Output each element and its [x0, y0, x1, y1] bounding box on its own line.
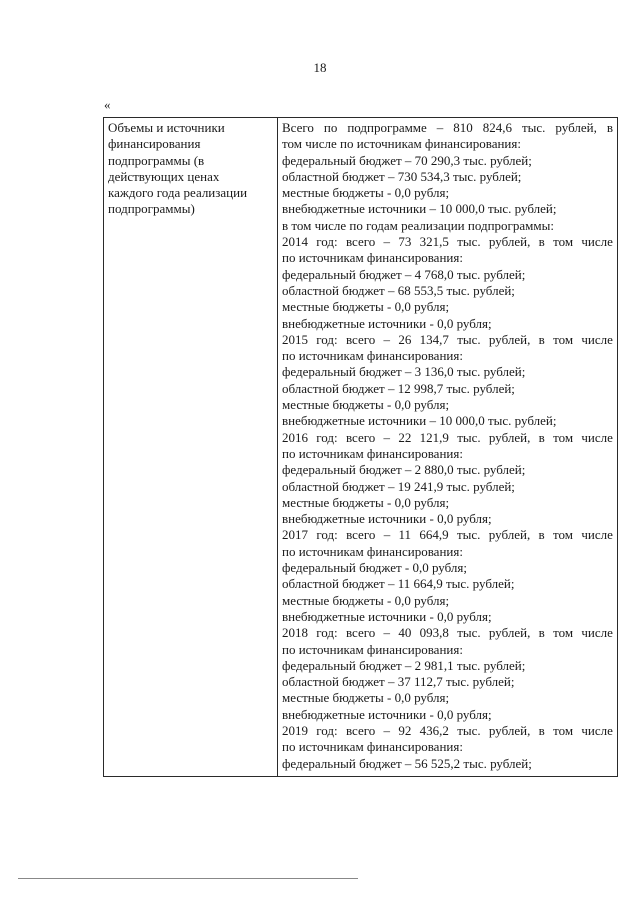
footer-divider: [18, 878, 358, 879]
funding-label: [108, 120, 273, 218]
funding-line: федеральный бюджет – 56 525,2 тыс. рублей;: [282, 755, 532, 771]
funding-line: областной бюджет – 11 664,9 тыс. рублей;: [282, 576, 515, 592]
funding-line: [282, 120, 613, 136]
funding-word: рублей,: [488, 331, 531, 347]
funding-word: числе: [581, 429, 613, 445]
funding-word: 22: [398, 429, 412, 445]
funding-word: 093,8: [419, 625, 449, 641]
funding-word: числе: [581, 527, 613, 543]
funding-details: [282, 120, 613, 772]
funding-word: рублей,: [488, 527, 531, 543]
funding-word: Всего: [282, 120, 314, 135]
funding-word: год:: [316, 429, 338, 445]
funding-label-cell: [104, 118, 278, 777]
funding-line: областной бюджет – 68 553,5 тыс. рублей;: [282, 282, 515, 298]
funding-line: по источникам финансирования:: [282, 641, 463, 657]
funding-line: федеральный бюджет – 4 768,0 тыс. рублей;: [282, 266, 526, 282]
funding-word: рублей,: [488, 429, 531, 445]
funding-word: в: [538, 625, 545, 641]
funding-line: местные бюджеты - 0,0 рубля;: [282, 592, 450, 608]
funding-label-line: финансирования: [108, 136, 201, 152]
funding-word: 2015: [282, 331, 308, 347]
funding-word: 92: [398, 722, 412, 738]
funding-word: тыс.: [457, 429, 481, 445]
funding-word: год:: [316, 331, 338, 347]
funding-word: –: [383, 331, 391, 347]
funding-word: в: [538, 234, 545, 250]
funding-word: всего: [345, 722, 376, 738]
funding-word: тыс.: [457, 625, 481, 641]
funding-word: 436,2: [419, 722, 449, 738]
funding-word: том: [553, 722, 574, 738]
funding-line: областной бюджет – 12 998,7 тыс. рублей;: [282, 380, 515, 396]
funding-line: по источникам финансирования:: [282, 739, 463, 755]
funding-word: числе: [581, 234, 613, 250]
funding-word: всего: [345, 429, 376, 445]
funding-line: внебюджетные источники – 10 000,0 тыс. рублей;: [282, 201, 557, 217]
funding-line: [282, 527, 613, 543]
funding-word: том: [553, 429, 574, 445]
funding-word: тыс.: [457, 234, 481, 250]
funding-word: 2018: [282, 625, 308, 641]
funding-line: местные бюджеты - 0,0 рубля;: [282, 494, 450, 510]
funding-word: том: [553, 331, 574, 347]
funding-line: [282, 332, 613, 348]
funding-word: год:: [316, 234, 338, 250]
funding-word: 810: [453, 120, 473, 135]
funding-word: 26: [398, 331, 412, 347]
funding-line: областной бюджет – 37 112,7 тыс. рублей;: [282, 674, 515, 690]
funding-line: [282, 723, 613, 739]
funding-label-line: каждого года реализации: [108, 185, 248, 201]
funding-label-line: Объемы и источники: [108, 120, 225, 135]
funding-word: всего: [345, 625, 376, 641]
funding-word: год:: [316, 527, 338, 543]
funding-line: по источникам финансирования:: [282, 543, 463, 559]
funding-word: 2017: [282, 527, 308, 543]
funding-line: по источникам финансирования:: [282, 250, 463, 266]
funding-label-line: подпрограммы (в: [108, 152, 205, 168]
funding-word: числе: [581, 331, 613, 347]
funding-word: рублей,: [488, 625, 531, 641]
funding-word: том: [553, 625, 574, 641]
funding-line: федеральный бюджет – 3 136,0 тыс. рублей;: [282, 364, 526, 380]
funding-line: в том числе по годам реализации подпрограммы:: [282, 217, 554, 233]
funding-word: в: [538, 331, 545, 347]
funding-word: том: [553, 234, 574, 250]
funding-label-line: подпрограммы): [108, 201, 195, 217]
funding-line: местные бюджеты - 0,0 рубля;: [282, 690, 450, 706]
funding-word: –: [383, 527, 391, 543]
funding-word: рублей,: [488, 722, 531, 738]
funding-word: –: [383, 234, 391, 250]
funding-line: федеральный бюджет – 2 981,1 тыс. рублей;: [282, 657, 526, 673]
funding-word: в: [538, 527, 545, 543]
funding-word: в: [538, 429, 545, 445]
funding-word: 824,6: [482, 120, 513, 135]
funding-word: в: [606, 120, 613, 135]
funding-line: [282, 430, 613, 446]
funding-word: подпрограмме: [347, 120, 427, 135]
funding-line: том числе по источникам финансирования:: [282, 136, 521, 152]
funding-word: 2019: [282, 722, 308, 738]
funding-word: 321,5: [419, 234, 449, 250]
funding-word: том: [553, 527, 574, 543]
funding-line: местные бюджеты - 0,0 рубля;: [282, 185, 450, 201]
funding-word: 40: [398, 625, 412, 641]
funding-word: 121,9: [419, 429, 449, 445]
funding-word: 664,9: [419, 527, 449, 543]
funding-line: по источникам финансирования:: [282, 348, 463, 364]
funding-word: тыс.: [522, 120, 546, 135]
funding-label-line: действующих ценах: [108, 168, 220, 184]
funding-word: числе: [581, 722, 613, 738]
funding-word: по: [323, 120, 338, 135]
funding-line: федеральный бюджет – 70 290,3 тыс. рублей;: [282, 152, 532, 168]
funding-word: всего: [346, 527, 376, 543]
funding-word: –: [383, 625, 391, 641]
funding-word: год:: [316, 722, 338, 738]
funding-line: внебюджетные источники - 0,0 рубля;: [282, 608, 492, 624]
funding-line: областной бюджет – 730 534,3 тыс. рублей;: [282, 168, 522, 184]
funding-details-cell: [278, 118, 618, 777]
funding-line: федеральный бюджет - 0,0 рубля;: [282, 560, 468, 576]
funding-table-row: [104, 118, 618, 777]
funding-word: в: [538, 722, 545, 738]
funding-word: тыс.: [457, 527, 481, 543]
funding-line: федеральный бюджет – 2 880,0 тыс. рублей;: [282, 462, 526, 478]
funding-word: числе: [581, 625, 613, 641]
funding-line: внебюджетные источники - 0,0 рубля;: [282, 706, 492, 722]
funding-word: 11: [398, 527, 412, 543]
funding-line: внебюджетные источники - 0,0 рубля;: [282, 315, 492, 331]
funding-line: областной бюджет – 19 241,9 тыс. рублей;: [282, 478, 515, 494]
funding-word: тыс.: [457, 331, 481, 347]
funding-line: местные бюджеты - 0,0 рубля;: [282, 299, 450, 315]
funding-line: [282, 625, 613, 641]
funding-table: [103, 117, 618, 777]
funding-line: по источникам финансирования:: [282, 445, 463, 461]
funding-word: 2016: [282, 429, 308, 445]
funding-word: 2014: [282, 234, 308, 250]
funding-word: 134,7: [419, 331, 449, 347]
funding-word: 73: [398, 234, 412, 250]
funding-word: тыс.: [457, 722, 481, 738]
funding-line: [282, 234, 613, 250]
funding-word: –: [383, 722, 391, 738]
funding-word: рублей,: [488, 234, 531, 250]
funding-line: внебюджетные источники – 10 000,0 тыс. рублей;: [282, 413, 557, 429]
funding-word: –: [383, 429, 391, 445]
funding-line: местные бюджеты - 0,0 рубля;: [282, 397, 450, 413]
page-number: 18: [313, 60, 327, 75]
funding-word: рублей,: [555, 120, 597, 135]
funding-word: всего: [345, 234, 376, 250]
funding-word: год:: [316, 625, 338, 641]
funding-word: всего: [345, 331, 376, 347]
funding-line: внебюджетные источники - 0,0 рубля;: [282, 511, 492, 527]
funding-word: –: [436, 120, 444, 135]
opening-quote-mark: «: [104, 97, 111, 112]
